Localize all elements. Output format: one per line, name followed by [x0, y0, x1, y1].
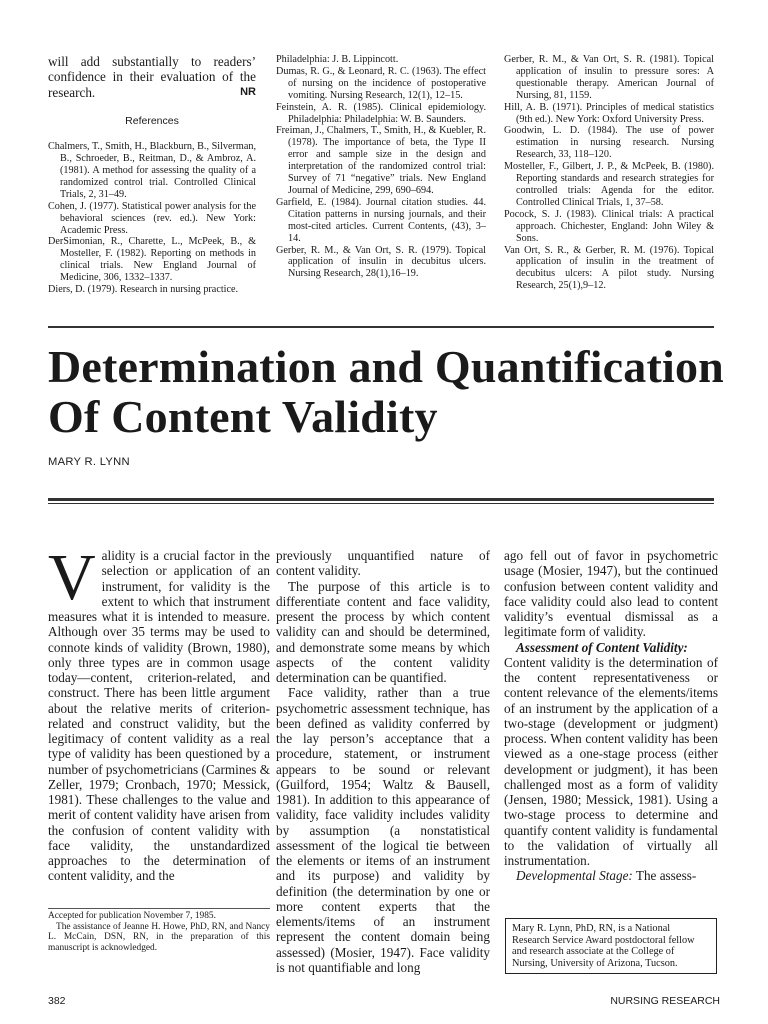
reference-item: Van Ort, S. R., & Gerber, R. M. (1976). Topical application of insulin in the treatment of decubitus ulcers: A pilot study. Nursing Research, 25(1),9–12.: [504, 244, 714, 292]
reference-item: Chalmers, T., Smith, H., Blackburn, B., Silverman, B., Schroeder, B., Reitman, D., & Ambroz, A. (1981). A method for assessing the quality of a randomized control trial. Controlled Clinical Trials, 2, 31–49.: [48, 141, 256, 200]
page-number: 382: [48, 995, 66, 1007]
end-mark: NR: [240, 85, 256, 98]
reference-item: Mosteller, F., Gilbert, J. P., & McPeek, B. (1980). Reporting standards and research strategies for controlled trials: Agenda for the editor. Controlled Clinical Trials, 1, 37–58.: [504, 161, 714, 208]
reference-item: Dumas, R. G., & Leonard, R. C. (1963). The effect of nursing on the incidence of postoperative vomiting. Nursing Research, 12(1), 12–15.: [276, 65, 486, 101]
section-divider: [48, 326, 714, 328]
reference-item: Goodwin, L. D. (1984). The use of power estimation in nursing research. Nursing Research, 33, 118–120.: [504, 125, 714, 161]
article-title: [48, 342, 728, 442]
paragraph: The purpose of this article is to differentiate content and face validity, present the process by which content validity can and should be determined, and demonstrate some means by which aspects of the content validity determination can be quantified.: [276, 578, 490, 685]
reference-item: Cohen, J. (1977). Statistical power analysis for the behavioral sciences (rev. ed.). New York: Academic Press.: [48, 200, 256, 236]
reference-item: Feinstein, A. R. (1985). Clinical epidemiology. Philadelphia: Philadelphia: W. B. Saunders.: [276, 101, 486, 125]
body-column-3: [504, 548, 718, 884]
footnote-acknowledgment: The assistance of Jeanne H. Howe, PhD, RN, and Nancy L. McCain, DSN, RN, in the preparation of this manuscript is acknowledged.: [48, 921, 270, 953]
reference-item: DerSimonian, R., Charette, L., McPeek, B., & Mosteller, F. (1982). Reporting on methods in clinical trials. New England Journal of Medicine, 306, 1332–1337.: [48, 236, 256, 284]
paragraph: Face validity, rather than a true psychometric assessment technique, has been defined as validity conferred by the lay person’s acceptance that a procedure, statement, or instrument appears to be sound or relevant (Guilford, 1954; Waltz & Bausell, 1981). In addition to this appearance of validity, face validity includes validity by assumption (a nonstatistical assessment of the logical tie between the elements or items of an instrument and its purpose) and validity by definition (the determination by one or more content experts that the elements/items of an instrument represent the content domain being assessed) (Mosier, 1947). Face validity is not quantifiable and long: [276, 685, 490, 975]
references-right: [504, 54, 714, 292]
reference-item: Pocock, S. J. (1983). Clinical trials: A practical approach. Chichester, England: John Wiley & Sons.: [504, 208, 714, 244]
journal-name: NURSING RESEARCH: [610, 995, 720, 1007]
reference-item: Freiman, J., Chalmers, T., Smith, H., & Kuebler, R. (1978). The importance of beta, the Type II error and sample size in the design and interpretation of the randomized control trial: Survey of 71 “negative” trials. New England Journal of Medicine, 299, 690–694.: [276, 125, 486, 196]
reference-item: Garfield, E. (1984). Journal citation studies. 44. Citation patterns in nursing journals, and their most-cited articles. Current Contents, (43), 3–14.: [276, 196, 486, 244]
top-left-column: [48, 54, 256, 296]
reference-item: Gerber, R. M., & Van Ort, S. R. (1981). Topical application of insulin to pressure sores: A questionable therapy. American Journal of Nursing, 81, 1159.: [504, 54, 714, 101]
footnote-accepted: Accepted for publication November 7, 1985.: [48, 911, 216, 921]
title-line-1: Determination and Quantification: [48, 341, 724, 392]
title-line-2: Of Content Validity: [48, 391, 438, 442]
reference-item: Gerber, R. M., & Van Ort, S. R. (1979). Topical application of insulin in decubitus ulcers. Nursing Research, 28(1),16–19.: [276, 244, 486, 280]
body-column-1: [48, 541, 270, 884]
subsection-heading: Developmental Stage:: [516, 868, 633, 884]
author-bio-box: Mary R. Lynn, PhD, RN, is a National Research Service Award postdoctoral fellow and research associate at the College of Nursing, University of Arizona, Tucson.: [505, 918, 717, 974]
section-heading: Assessment of Content Validity:: [516, 639, 688, 655]
author-name: MARY R. LYNN: [48, 456, 130, 468]
reference-item: Diers, D. (1979). Research in nursing practice.: [48, 284, 239, 296]
paragraph: ago fell out of favor in psychometric usage (Mosier, 1947), but the continued confusion between content validity and face validity could also lead to content validity’s eventual dismissal as a legitimate form of validity.: [504, 548, 718, 640]
paragraph: Content validity is the determination of the content representativeness or content relevance of the elements/items of an instrument by the application of a two-stage (development or judgment) process. When content validity has been viewed as a one-stage process (either development or judgment), it has been challenged most as a form of validity (Jensen, 1980; Messick, 1981). Using a two-stage process to determine and quantify content validity is fundamental to the validation of virtually all instrumentation.: [504, 654, 718, 868]
reference-item: Hill, A. B. (1971). Principles of medical statistics (9th ed.). New York: Oxford University Press.: [504, 101, 714, 125]
footnote-rule: [48, 908, 270, 909]
reference-item: Philadelphia: J. B. Lippincott.: [276, 54, 399, 65]
footnotes: [48, 911, 270, 953]
references-heading: References: [125, 114, 179, 127]
paragraph: previously unquantified nature of content validity.: [276, 548, 490, 579]
body-column-2: [276, 548, 490, 975]
previous-article-ending: will add substantially to readers’ confidence in their evaluation of the research. NR: [48, 54, 256, 100]
title-divider-bottom: [48, 503, 714, 504]
references-middle: [276, 54, 486, 280]
intro-paragraph: Validity is a crucial factor in the selection or application of an instrument, for validity is the extent to which that instrument measures what it is intended to measure. Although over 35 terms may be used to connote kinds of validity (Brown, 1980), only three types are in common usage today—content, criterion-related, and construct. There has been little argument about the relative merits of criterion-related and construct validity, but the legitimacy of content validity as a real type of validity has been questioned by a number of psychometricians (Carmines & Zeller, 1979; Cronbach, 1970; Messick, 1981). These challenges to the value and merit of content validity have arisen from the confusion of content validity with face validity, the unstandardized approaches to the determination of content validity, and the: [48, 541, 270, 884]
references-left: [48, 141, 256, 296]
subsection-paragraph: Developmental Stage: The assess-: [516, 868, 697, 884]
drop-cap: V: [48, 541, 96, 614]
title-divider-top: [48, 498, 714, 501]
